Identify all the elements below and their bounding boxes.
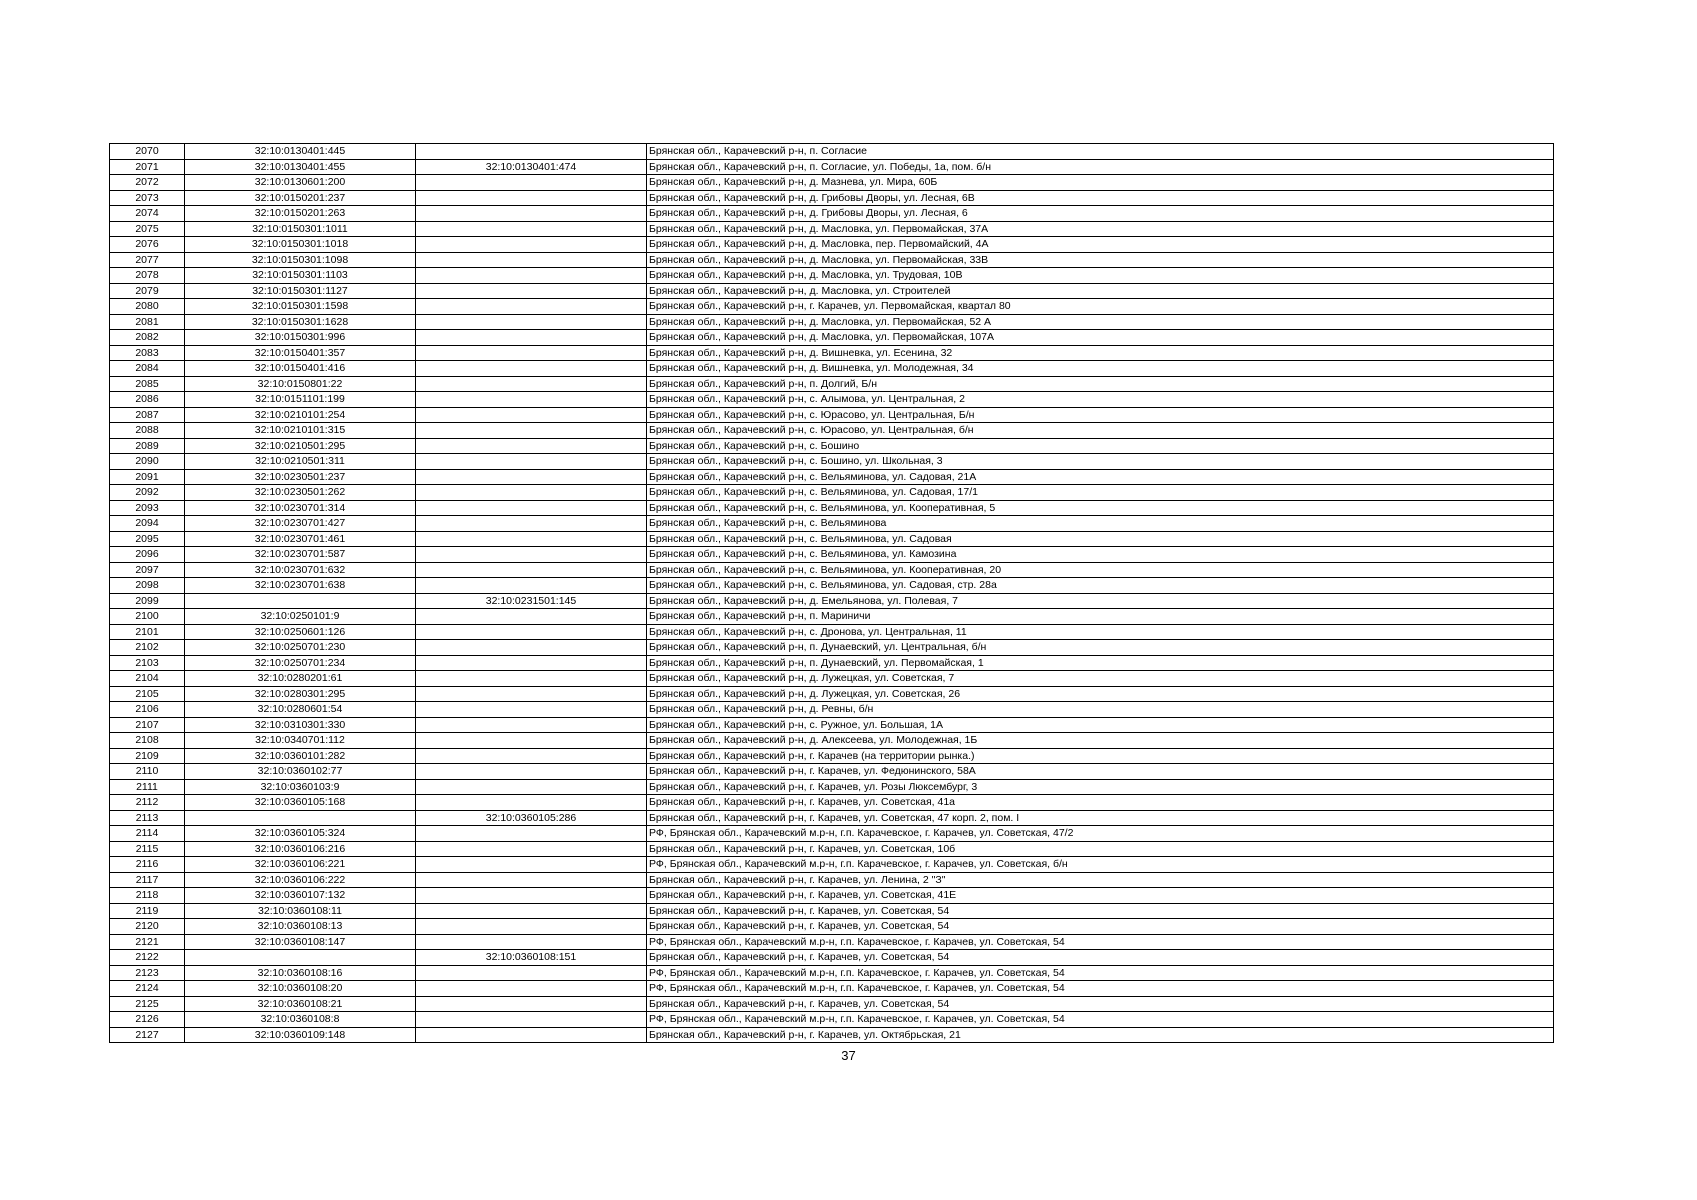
row-number-cell: 2105 <box>110 686 185 702</box>
cadastral-number-cell: 32:10:0280601:54 <box>185 702 416 718</box>
row-number-cell: 2121 <box>110 934 185 950</box>
cadastral-number-cell: 32:10:0280201:61 <box>185 671 416 687</box>
table-row <box>110 655 1554 671</box>
related-cadastral-number-cell <box>416 717 647 733</box>
address-cell: Брянская обл., Карачевский р-н, п. Согласие <box>647 144 1554 160</box>
cadastral-number-cell: 32:10:0150301:1598 <box>185 299 416 315</box>
cadastral-number-cell: 32:10:0360105:168 <box>185 795 416 811</box>
related-cadastral-number-cell <box>416 330 647 346</box>
address-cell: Брянская обл., Карачевский р-н, д. Масловка, ул. Первомайская, 33В <box>647 252 1554 268</box>
cadastral-number-cell <box>185 950 416 966</box>
related-cadastral-number-cell <box>416 283 647 299</box>
table-row <box>110 221 1554 237</box>
row-number-cell: 2094 <box>110 516 185 532</box>
table-row <box>110 407 1554 423</box>
address-cell: Брянская обл., Карачевский р-н, с. Алымова, ул. Центральная, 2 <box>647 392 1554 408</box>
row-number-cell: 2111 <box>110 779 185 795</box>
row-number-cell: 2114 <box>110 826 185 842</box>
related-cadastral-number-cell <box>416 314 647 330</box>
row-number-cell: 2099 <box>110 593 185 609</box>
address-cell: Брянская обл., Карачевский р-н, д. Масловка, пер. Первомайский, 4А <box>647 237 1554 253</box>
related-cadastral-number-cell <box>416 438 647 454</box>
table-row <box>110 454 1554 470</box>
address-cell: Брянская обл., Карачевский р-н, д. Масловка, ул. Первомайская, 52 А <box>647 314 1554 330</box>
address-cell: РФ, Брянская обл., Карачевский м.р-н, г.п. Карачевское, г. Карачев, ул. Советская, 54 <box>647 981 1554 997</box>
address-cell: РФ, Брянская обл., Карачевский м.р-н, г.п. Карачевское, г. Карачев, ул. Советская, 54 <box>647 965 1554 981</box>
related-cadastral-number-cell <box>416 454 647 470</box>
related-cadastral-number-cell <box>416 423 647 439</box>
address-cell: РФ, Брянская обл., Карачевский м.р-н, г.п. Карачевское, г. Карачев, ул. Советская, 54 <box>647 1012 1554 1028</box>
related-cadastral-number-cell <box>416 655 647 671</box>
table-row <box>110 593 1554 609</box>
address-cell: Брянская обл., Карачевский р-н, п. Долгий, Б/н <box>647 376 1554 392</box>
address-cell: Брянская обл., Карачевский р-н, д. Мазнева, ул. Мира, 60Б <box>647 175 1554 191</box>
related-cadastral-number-cell <box>416 826 647 842</box>
table-row <box>110 345 1554 361</box>
address-cell: Брянская обл., Карачевский р-н, с. Юрасово, ул. Центральная, б/н <box>647 423 1554 439</box>
table-row <box>110 252 1554 268</box>
row-number-cell: 2119 <box>110 903 185 919</box>
cadastral-number-cell <box>185 593 416 609</box>
table-row <box>110 206 1554 222</box>
cadastral-number-cell: 32:10:0310301:330 <box>185 717 416 733</box>
cadastral-number-cell: 32:10:0230701:632 <box>185 562 416 578</box>
row-number-cell: 2081 <box>110 314 185 330</box>
row-number-cell: 2071 <box>110 159 185 175</box>
address-cell: Брянская обл., Карачевский р-н, д. Масловка, ул. Трудовая, 10В <box>647 268 1554 284</box>
table-row <box>110 686 1554 702</box>
address-cell: Брянская обл., Карачевский р-н, д. Грибовы Дворы, ул. Лесная, 6 <box>647 206 1554 222</box>
table-row <box>110 1012 1554 1028</box>
related-cadastral-number-cell: 32:10:0231501:145 <box>416 593 647 609</box>
table-row <box>110 175 1554 191</box>
row-number-cell: 2087 <box>110 407 185 423</box>
address-cell: Брянская обл., Карачевский р-н, с. Вельяминова, ул. Садовая, 17/1 <box>647 485 1554 501</box>
cadastral-number-cell: 32:10:0360101:282 <box>185 748 416 764</box>
address-cell: Брянская обл., Карачевский р-н, с. Вельяминова, ул. Садовая <box>647 531 1554 547</box>
related-cadastral-number-cell <box>416 206 647 222</box>
address-cell: Брянская обл., Карачевский р-н, с. Бошино <box>647 438 1554 454</box>
cadastral-number-cell: 32:10:0360105:324 <box>185 826 416 842</box>
row-number-cell: 2120 <box>110 919 185 935</box>
cadastral-number-cell: 32:10:0150201:237 <box>185 190 416 206</box>
registry-table <box>109 143 1554 1043</box>
cadastral-number-cell: 32:10:0150301:1127 <box>185 283 416 299</box>
cadastral-number-cell: 32:10:0360107:132 <box>185 888 416 904</box>
related-cadastral-number-cell <box>416 919 647 935</box>
table-row <box>110 562 1554 578</box>
cadastral-number-cell: 32:10:0230701:314 <box>185 500 416 516</box>
cadastral-number-cell: 32:10:0230701:638 <box>185 578 416 594</box>
cadastral-number-cell: 32:10:0360108:147 <box>185 934 416 950</box>
row-number-cell: 2083 <box>110 345 185 361</box>
table-row <box>110 299 1554 315</box>
address-cell: Брянская обл., Карачевский р-н, г. Карачев, ул. Советская, 10б <box>647 841 1554 857</box>
address-cell: Брянская обл., Карачевский р-н, д. Масловка, ул. Первомайская, 107А <box>647 330 1554 346</box>
related-cadastral-number-cell <box>416 485 647 501</box>
row-number-cell: 2113 <box>110 810 185 826</box>
table-row <box>110 283 1554 299</box>
cadastral-number-cell: 32:10:0360106:221 <box>185 857 416 873</box>
cadastral-number-cell: 32:10:0360103:9 <box>185 779 416 795</box>
table-row <box>110 144 1554 160</box>
related-cadastral-number-cell <box>416 562 647 578</box>
row-number-cell: 2127 <box>110 1027 185 1043</box>
related-cadastral-number-cell <box>416 516 647 532</box>
row-number-cell: 2070 <box>110 144 185 160</box>
table-row <box>110 547 1554 563</box>
cadastral-number-cell: 32:10:0360102:77 <box>185 764 416 780</box>
cadastral-number-cell: 32:10:0150301:1103 <box>185 268 416 284</box>
row-number-cell: 2093 <box>110 500 185 516</box>
related-cadastral-number-cell <box>416 965 647 981</box>
table-row <box>110 748 1554 764</box>
related-cadastral-number-cell <box>416 547 647 563</box>
table-row <box>110 423 1554 439</box>
related-cadastral-number-cell <box>416 221 647 237</box>
address-cell: Брянская обл., Карачевский р-н, г. Карачев, ул. Советская, 41а <box>647 795 1554 811</box>
related-cadastral-number-cell <box>416 779 647 795</box>
table-row <box>110 934 1554 950</box>
address-cell: Брянская обл., Карачевский р-н, с. Юрасово, ул. Центральная, Б/н <box>647 407 1554 423</box>
address-cell: Брянская обл., Карачевский р-н, п. Согласие, ул. Победы, 1а, пом. б/н <box>647 159 1554 175</box>
row-number-cell: 2123 <box>110 965 185 981</box>
table-row <box>110 500 1554 516</box>
table-row <box>110 1027 1554 1043</box>
table-row <box>110 826 1554 842</box>
table-row <box>110 190 1554 206</box>
address-cell: Брянская обл., Карачевский р-н, д. Лужецкая, ул. Советская, 26 <box>647 686 1554 702</box>
related-cadastral-number-cell <box>416 841 647 857</box>
row-number-cell: 2126 <box>110 1012 185 1028</box>
row-number-cell: 2080 <box>110 299 185 315</box>
table-row <box>110 671 1554 687</box>
table-row <box>110 919 1554 935</box>
row-number-cell: 2084 <box>110 361 185 377</box>
related-cadastral-number-cell <box>416 237 647 253</box>
cadastral-number-cell: 32:10:0150201:263 <box>185 206 416 222</box>
related-cadastral-number-cell: 32:10:0360108:151 <box>416 950 647 966</box>
table-row <box>110 950 1554 966</box>
table-row <box>110 810 1554 826</box>
cadastral-number-cell: 32:10:0130601:200 <box>185 175 416 191</box>
table-row <box>110 996 1554 1012</box>
related-cadastral-number-cell <box>416 299 647 315</box>
table-row <box>110 795 1554 811</box>
table-row <box>110 159 1554 175</box>
row-number-cell: 2103 <box>110 655 185 671</box>
address-cell: Брянская обл., Карачевский р-н, п. Дунаевский, ул. Центральная, б/н <box>647 640 1554 656</box>
cadastral-number-cell: 32:10:0150301:996 <box>185 330 416 346</box>
address-cell: Брянская обл., Карачевский р-н, д. Лужецкая, ул. Советская, 7 <box>647 671 1554 687</box>
cadastral-number-cell: 32:10:0230501:262 <box>185 485 416 501</box>
related-cadastral-number-cell <box>416 175 647 191</box>
table-row <box>110 578 1554 594</box>
row-number-cell: 2082 <box>110 330 185 346</box>
cadastral-number-cell: 32:10:0130401:455 <box>185 159 416 175</box>
row-number-cell: 2078 <box>110 268 185 284</box>
table-row <box>110 531 1554 547</box>
related-cadastral-number-cell <box>416 702 647 718</box>
cadastral-number-cell: 32:10:0151101:199 <box>185 392 416 408</box>
cadastral-number-cell: 32:10:0360108:21 <box>185 996 416 1012</box>
row-number-cell: 2076 <box>110 237 185 253</box>
row-number-cell: 2104 <box>110 671 185 687</box>
row-number-cell: 2072 <box>110 175 185 191</box>
address-cell: Брянская обл., Карачевский р-н, с. Бошино, ул. Школьная, 3 <box>647 454 1554 470</box>
related-cadastral-number-cell <box>416 190 647 206</box>
address-cell: Брянская обл., Карачевский р-н, д. Масловка, ул. Первомайская, 37А <box>647 221 1554 237</box>
row-number-cell: 2098 <box>110 578 185 594</box>
related-cadastral-number-cell <box>416 996 647 1012</box>
table-row <box>110 624 1554 640</box>
row-number-cell: 2086 <box>110 392 185 408</box>
related-cadastral-number-cell <box>416 981 647 997</box>
table-row <box>110 779 1554 795</box>
cadastral-number-cell: 32:10:0150401:357 <box>185 345 416 361</box>
table-row <box>110 485 1554 501</box>
cadastral-number-cell: 32:10:0150801:22 <box>185 376 416 392</box>
address-cell: Брянская обл., Карачевский р-н, г. Карачев, ул. Розы Люксембург, 3 <box>647 779 1554 795</box>
row-number-cell: 2089 <box>110 438 185 454</box>
row-number-cell: 2102 <box>110 640 185 656</box>
cadastral-number-cell: 32:10:0230701:427 <box>185 516 416 532</box>
cadastral-number-cell: 32:10:0150301:1011 <box>185 221 416 237</box>
cadastral-number-cell: 32:10:0360108:11 <box>185 903 416 919</box>
cadastral-number-cell: 32:10:0360108:16 <box>185 965 416 981</box>
cadastral-number-cell: 32:10:0280301:295 <box>185 686 416 702</box>
table-row <box>110 268 1554 284</box>
related-cadastral-number-cell <box>416 748 647 764</box>
address-cell: Брянская обл., Карачевский р-н, г. Карачев (на территории рынка.) <box>647 748 1554 764</box>
row-number-cell: 2077 <box>110 252 185 268</box>
table-row <box>110 438 1554 454</box>
cadastral-number-cell: 32:10:0130401:445 <box>185 144 416 160</box>
row-number-cell: 2092 <box>110 485 185 501</box>
address-cell: Брянская обл., Карачевский р-н, д. Емельянова, ул. Полевая, 7 <box>647 593 1554 609</box>
related-cadastral-number-cell <box>416 764 647 780</box>
row-number-cell: 2122 <box>110 950 185 966</box>
table-row <box>110 376 1554 392</box>
related-cadastral-number-cell <box>416 795 647 811</box>
related-cadastral-number-cell <box>416 531 647 547</box>
cadastral-number-cell: 32:10:0230701:461 <box>185 531 416 547</box>
row-number-cell: 2100 <box>110 609 185 625</box>
address-cell: Брянская обл., Карачевский р-н, д. Грибовы Дворы, ул. Лесная, 6В <box>647 190 1554 206</box>
row-number-cell: 2095 <box>110 531 185 547</box>
table-row <box>110 237 1554 253</box>
row-number-cell: 2124 <box>110 981 185 997</box>
related-cadastral-number-cell <box>416 609 647 625</box>
row-number-cell: 2091 <box>110 469 185 485</box>
page-number: 37 <box>841 1048 856 1063</box>
cadastral-number-cell: 32:10:0360108:13 <box>185 919 416 935</box>
address-cell: Брянская обл., Карачевский р-н, г. Карачев, ул. Ленина, 2 "З" <box>647 872 1554 888</box>
row-number-cell: 2116 <box>110 857 185 873</box>
related-cadastral-number-cell <box>416 578 647 594</box>
related-cadastral-number-cell <box>416 1027 647 1043</box>
table-row <box>110 702 1554 718</box>
address-cell: Брянская обл., Карачевский р-н, с. Ружное, ул. Большая, 1А <box>647 717 1554 733</box>
table-row <box>110 764 1554 780</box>
table-row <box>110 361 1554 377</box>
related-cadastral-number-cell <box>416 934 647 950</box>
table-row <box>110 640 1554 656</box>
cadastral-number-cell: 32:10:0360109:148 <box>185 1027 416 1043</box>
row-number-cell: 2115 <box>110 841 185 857</box>
address-cell: Брянская обл., Карачевский р-н, г. Карачев, ул. Советская, 41Е <box>647 888 1554 904</box>
cadastral-number-cell: 32:10:0210101:315 <box>185 423 416 439</box>
related-cadastral-number-cell <box>416 733 647 749</box>
related-cadastral-number-cell <box>416 392 647 408</box>
row-number-cell: 2106 <box>110 702 185 718</box>
row-number-cell: 2112 <box>110 795 185 811</box>
cadastral-number-cell: 32:10:0150401:416 <box>185 361 416 377</box>
table-row <box>110 965 1554 981</box>
address-cell: РФ, Брянская обл., Карачевский м.р-н, г.п. Карачевское, г. Карачев, ул. Советская, б/н <box>647 857 1554 873</box>
address-cell: Брянская обл., Карачевский р-н, п. Мариничи <box>647 609 1554 625</box>
address-cell: Брянская обл., Карачевский р-н, г. Карачев, ул. Первомайская, квартал 80 <box>647 299 1554 315</box>
address-cell: Брянская обл., Карачевский р-н, д. Алексеева, ул. Молодежная, 1Б <box>647 733 1554 749</box>
related-cadastral-number-cell <box>416 872 647 888</box>
table-row <box>110 981 1554 997</box>
related-cadastral-number-cell <box>416 268 647 284</box>
table-row <box>110 314 1554 330</box>
address-cell: Брянская обл., Карачевский р-н, г. Карачев, ул. Октябрьская, 21 <box>647 1027 1554 1043</box>
related-cadastral-number-cell: 32:10:0130401:474 <box>416 159 647 175</box>
row-number-cell: 2107 <box>110 717 185 733</box>
cadastral-number-cell: 32:10:0210501:295 <box>185 438 416 454</box>
cadastral-number-cell: 32:10:0150301:1098 <box>185 252 416 268</box>
address-cell: Брянская обл., Карачевский р-н, с. Вельяминова, ул. Садовая, стр. 28а <box>647 578 1554 594</box>
cadastral-number-cell: 32:10:0360108:8 <box>185 1012 416 1028</box>
row-number-cell: 2117 <box>110 872 185 888</box>
row-number-cell: 2079 <box>110 283 185 299</box>
row-number-cell: 2118 <box>110 888 185 904</box>
cadastral-number-cell: 32:10:0250701:230 <box>185 640 416 656</box>
row-number-cell: 2097 <box>110 562 185 578</box>
related-cadastral-number-cell <box>416 407 647 423</box>
related-cadastral-number-cell <box>416 888 647 904</box>
related-cadastral-number-cell <box>416 686 647 702</box>
table-row <box>110 872 1554 888</box>
row-number-cell: 2090 <box>110 454 185 470</box>
cadastral-number-cell: 32:10:0360108:20 <box>185 981 416 997</box>
related-cadastral-number-cell <box>416 345 647 361</box>
cadastral-number-cell: 32:10:0250601:126 <box>185 624 416 640</box>
address-cell: Брянская обл., Карачевский р-н, д. Ревны, б/н <box>647 702 1554 718</box>
row-number-cell: 2109 <box>110 748 185 764</box>
address-cell: Брянская обл., Карачевский р-н, с. Вельяминова <box>647 516 1554 532</box>
cadastral-number-cell: 32:10:0150301:1628 <box>185 314 416 330</box>
cadastral-number-cell: 32:10:0340701:112 <box>185 733 416 749</box>
address-cell: Брянская обл., Карачевский р-н, д. Вишневка, ул. Молодежная, 34 <box>647 361 1554 377</box>
related-cadastral-number-cell <box>416 500 647 516</box>
related-cadastral-number-cell <box>416 252 647 268</box>
address-cell: РФ, Брянская обл., Карачевский м.р-н, г.п. Карачевское, г. Карачев, ул. Советская, 47/2 <box>647 826 1554 842</box>
row-number-cell: 2110 <box>110 764 185 780</box>
address-cell: Брянская обл., Карачевский р-н, д. Масловка, ул. Строителей <box>647 283 1554 299</box>
row-number-cell: 2096 <box>110 547 185 563</box>
cadastral-number-cell: 32:10:0250701:234 <box>185 655 416 671</box>
cadastral-number-cell <box>185 810 416 826</box>
address-cell: Брянская обл., Карачевский р-н, г. Карачев, ул. Советская, 54 <box>647 919 1554 935</box>
related-cadastral-number-cell <box>416 671 647 687</box>
cadastral-number-cell: 32:10:0360106:216 <box>185 841 416 857</box>
address-cell: Брянская обл., Карачевский р-н, г. Карачев, ул. Советская, 54 <box>647 950 1554 966</box>
address-cell: Брянская обл., Карачевский р-н, с. Вельяминова, ул. Садовая, 21А <box>647 469 1554 485</box>
table-row <box>110 609 1554 625</box>
address-cell: Брянская обл., Карачевский р-н, п. Дунаевский, ул. Первомайская, 1 <box>647 655 1554 671</box>
table-row <box>110 733 1554 749</box>
row-number-cell: 2125 <box>110 996 185 1012</box>
cadastral-number-cell: 32:10:0150301:1018 <box>185 237 416 253</box>
related-cadastral-number-cell <box>416 857 647 873</box>
table-row <box>110 888 1554 904</box>
row-number-cell: 2085 <box>110 376 185 392</box>
address-cell: Брянская обл., Карачевский р-н, с. Дронова, ул. Центральная, 11 <box>647 624 1554 640</box>
address-cell: Брянская обл., Карачевский р-н, с. Вельяминова, ул. Кооперативная, 20 <box>647 562 1554 578</box>
address-cell: Брянская обл., Карачевский р-н, г. Карачев, ул. Федюнинского, 58А <box>647 764 1554 780</box>
related-cadastral-number-cell <box>416 640 647 656</box>
related-cadastral-number-cell <box>416 624 647 640</box>
registry-table-body <box>110 144 1554 1043</box>
related-cadastral-number-cell <box>416 361 647 377</box>
table-row <box>110 516 1554 532</box>
row-number-cell: 2108 <box>110 733 185 749</box>
table-row <box>110 392 1554 408</box>
related-cadastral-number-cell <box>416 903 647 919</box>
related-cadastral-number-cell <box>416 376 647 392</box>
table-row <box>110 469 1554 485</box>
row-number-cell: 2101 <box>110 624 185 640</box>
address-cell: Брянская обл., Карачевский р-н, г. Карачев, ул. Советская, 47 корп. 2, пом. I <box>647 810 1554 826</box>
table-row <box>110 903 1554 919</box>
row-number-cell: 2075 <box>110 221 185 237</box>
address-cell: Брянская обл., Карачевский р-н, с. Вельяминова, ул. Кооперативная, 5 <box>647 500 1554 516</box>
row-number-cell: 2073 <box>110 190 185 206</box>
table-row <box>110 857 1554 873</box>
address-cell: Брянская обл., Карачевский р-н, г. Карачев, ул. Советская, 54 <box>647 996 1554 1012</box>
table-row <box>110 841 1554 857</box>
cadastral-number-cell: 32:10:0210501:311 <box>185 454 416 470</box>
related-cadastral-number-cell: 32:10:0360105:286 <box>416 810 647 826</box>
address-cell: РФ, Брянская обл., Карачевский м.р-н, г.п. Карачевское, г. Карачев, ул. Советская, 54 <box>647 934 1554 950</box>
related-cadastral-number-cell <box>416 1012 647 1028</box>
address-cell: Брянская обл., Карачевский р-н, д. Вишневка, ул. Есенина, 32 <box>647 345 1554 361</box>
row-number-cell: 2088 <box>110 423 185 439</box>
address-cell: Брянская обл., Карачевский р-н, с. Вельяминова, ул. Камозина <box>647 547 1554 563</box>
row-number-cell: 2074 <box>110 206 185 222</box>
table-row <box>110 717 1554 733</box>
cadastral-number-cell: 32:10:0230501:237 <box>185 469 416 485</box>
table-row <box>110 330 1554 346</box>
cadastral-number-cell: 32:10:0210101:254 <box>185 407 416 423</box>
address-cell: Брянская обл., Карачевский р-н, г. Карачев, ул. Советская, 54 <box>647 903 1554 919</box>
cadastral-number-cell: 32:10:0230701:587 <box>185 547 416 563</box>
related-cadastral-number-cell <box>416 469 647 485</box>
cadastral-number-cell: 32:10:0360106:222 <box>185 872 416 888</box>
cadastral-number-cell: 32:10:0250101:9 <box>185 609 416 625</box>
related-cadastral-number-cell <box>416 144 647 160</box>
